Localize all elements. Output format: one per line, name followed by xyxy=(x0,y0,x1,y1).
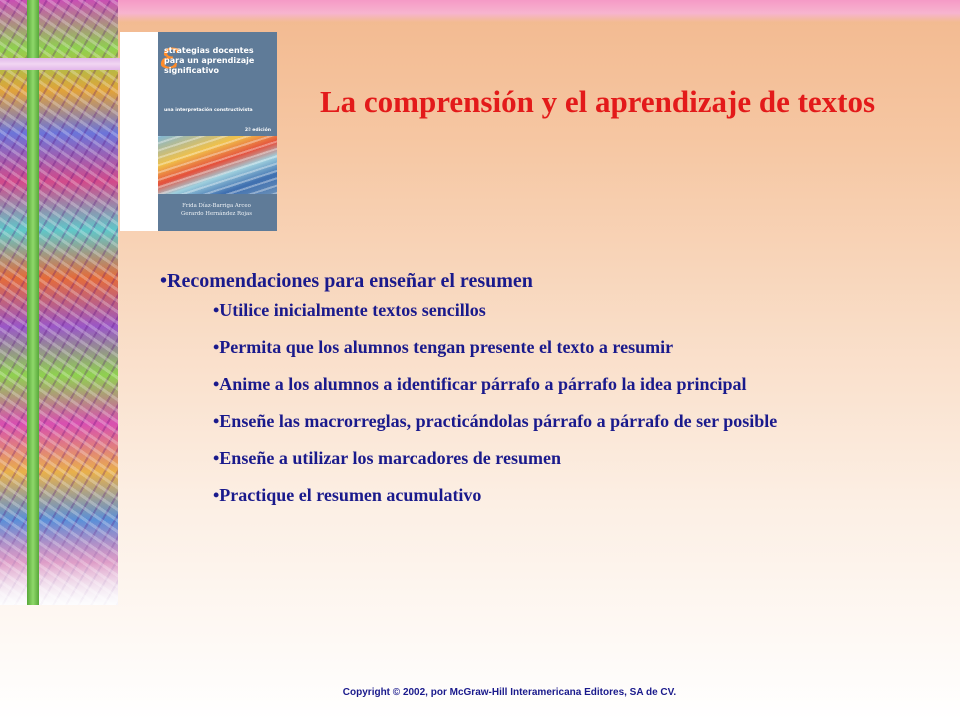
main-bullet: •Recomendaciones para enseñar el resumen xyxy=(160,270,533,292)
slide-content xyxy=(160,268,900,522)
book-cover-edition: 2ª edición xyxy=(244,128,271,133)
slide-title: La comprensión y el aprendizaje de textos xyxy=(319,84,876,119)
top-decorative-band xyxy=(0,0,960,22)
sub-bullet: •Enseñe las macrorreglas, practicándolas párrafo a párrafo de ser posible xyxy=(213,411,778,431)
book-cover-initial: ε xyxy=(160,33,181,77)
green-vertical-bar xyxy=(27,0,39,605)
book-cover-subtitle: una interpretación constructivista xyxy=(164,108,253,113)
sub-bullet: •Utilice inicialmente textos sencillos xyxy=(213,300,486,320)
sub-bullet: •Enseñe a utilizar los marcadores de resumen xyxy=(213,448,561,468)
left-decorative-strip xyxy=(0,0,118,605)
book-cover-artwork xyxy=(158,136,277,194)
left-strip-fade xyxy=(0,520,118,605)
book-cover-author: Gerardo Hernández Rojas xyxy=(180,211,253,217)
copyright-notice: Copyright © 2002, por McGraw-Hill Interamericana Editores, SA de CV. xyxy=(342,687,677,698)
lavender-horizontal-bar xyxy=(0,58,120,70)
sub-bullet: •Anime a los alumnos a identificar párrafo a párrafo la idea principal xyxy=(213,374,747,394)
book-cover-title: strategias docentes para un aprendizaje significativo xyxy=(164,46,255,75)
book-cover-authors xyxy=(158,202,275,218)
book-cover-author: Frida Díaz-Barriga Arceo xyxy=(182,203,251,209)
book-cover-image xyxy=(120,32,277,231)
sub-bullet: •Practique el resumen acumulativo xyxy=(213,485,482,505)
publisher-logo-icon xyxy=(122,212,144,226)
sub-bullet-list xyxy=(160,300,900,505)
sub-bullet: •Permita que los alumnos tengan presente el texto a resumir xyxy=(213,337,674,357)
